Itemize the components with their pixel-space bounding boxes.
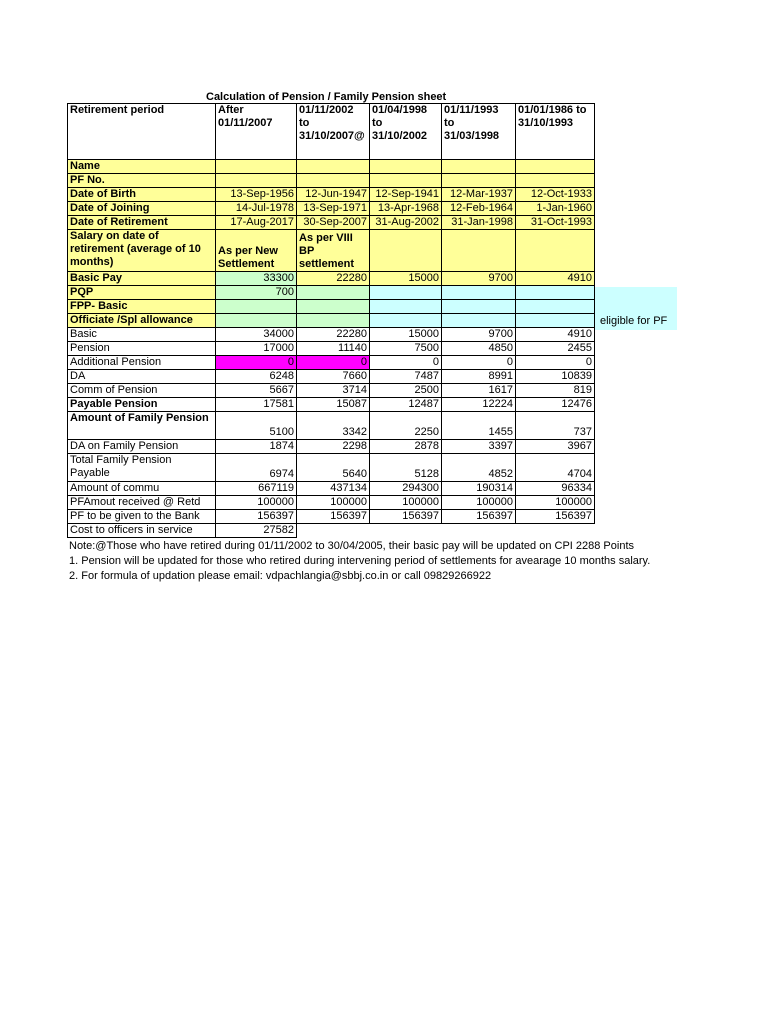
row-label: PF No. [68, 174, 216, 188]
cell-value[interactable]: 13-Apr-1968 [370, 202, 442, 216]
cell-value[interactable]: 12-Oct-1933 [516, 188, 595, 202]
cell-value[interactable] [370, 160, 442, 174]
eligible-for-pf-note: eligible for PF [600, 315, 668, 327]
cell-value[interactable]: 2878 [370, 440, 442, 454]
header-period-line: to [372, 117, 383, 129]
cell-value[interactable] [516, 300, 595, 314]
cell-value[interactable] [370, 314, 442, 328]
header-period-line: 31/10/1993 [518, 117, 574, 129]
cell-value[interactable]: 3342 [297, 412, 370, 440]
cell-value[interactable]: 30-Sep-2007 [297, 216, 370, 230]
cell-value[interactable]: 9700 [442, 272, 516, 286]
cell-value[interactable]: 156397 [442, 510, 516, 524]
row-label: Basic Pay [68, 272, 216, 286]
cell-value[interactable]: 4910 [516, 328, 595, 342]
table-row [68, 300, 595, 314]
cell-value[interactable] [442, 300, 516, 314]
cell-value[interactable]: 12-Jun-1947 [297, 188, 370, 202]
cell-value[interactable]: 0 [216, 356, 297, 370]
cell-value[interactable] [297, 174, 370, 188]
cell-value[interactable]: 15000 [370, 328, 442, 342]
row-label: Basic [68, 328, 216, 342]
note-line: 1. Pension will be updated for those who retired during intervening period of settlements for avearage 10 months salary. [69, 555, 651, 567]
table-row [68, 412, 595, 440]
cell-value[interactable]: 156397 [370, 510, 442, 524]
cell-value[interactable]: 17000 [216, 342, 297, 356]
header-period-line: 31/03/1998 [444, 130, 500, 142]
row-label: Total Family Pension Payable [68, 454, 216, 482]
header-period-line: 01/04/1998 [372, 104, 428, 116]
cell-value[interactable]: 31-Aug-2002 [370, 216, 442, 230]
table-row [68, 482, 595, 496]
row-label: Comm of Pension [68, 384, 216, 398]
row-label: Date of Birth [68, 188, 216, 202]
cell-value[interactable]: 3967 [516, 440, 595, 454]
cell-value[interactable]: 3397 [442, 440, 516, 454]
header-period-2 [297, 104, 370, 160]
cell-value[interactable] [442, 314, 516, 328]
cell-value[interactable]: 31-Jan-1998 [442, 216, 516, 230]
cell-value[interactable]: 12-Sep-1941 [370, 188, 442, 202]
header-period-line: 01/01/1986 to [518, 104, 587, 116]
header-period-line: 01/11/1993 [444, 104, 499, 116]
row-label: Additional Pension [68, 356, 216, 370]
cell-value[interactable]: 14-Jul-1978 [216, 202, 297, 216]
table-row [68, 342, 595, 356]
cell-value[interactable]: 3714 [297, 384, 370, 398]
cell-value[interactable]: 13-Sep-1956 [216, 188, 297, 202]
table-row [68, 356, 595, 370]
table-row [68, 314, 595, 328]
cell-value[interactable]: 100000 [297, 496, 370, 510]
cell-value[interactable] [516, 314, 595, 328]
table-row [68, 286, 595, 300]
cell-value[interactable]: 12-Feb-1964 [442, 202, 516, 216]
cell-value[interactable]: 1874 [216, 440, 297, 454]
cell-value[interactable]: 437134 [297, 482, 370, 496]
table-row [68, 216, 595, 230]
cell-value[interactable] [370, 174, 442, 188]
row-label: Date of Retirement [68, 216, 216, 230]
cell-value[interactable]: 4850 [442, 342, 516, 356]
table-row [68, 188, 595, 202]
cell-value[interactable]: As per VIII BP settlement [297, 230, 370, 272]
row-label: PF to be given to the Bank [68, 510, 216, 524]
table-row [68, 510, 595, 524]
cell-value[interactable]: 7487 [370, 370, 442, 384]
cell-value[interactable]: 819 [516, 384, 595, 398]
cell-value[interactable]: 5100 [216, 412, 297, 440]
notes-block [69, 539, 650, 584]
cell-value[interactable]: 11140 [297, 342, 370, 356]
cell-value[interactable]: 17-Aug-2017 [216, 216, 297, 230]
cell-value[interactable] [297, 160, 370, 174]
cell-value[interactable]: 6248 [216, 370, 297, 384]
cell-value[interactable]: 5640 [297, 454, 370, 482]
header-retirement-period: Retirement period [68, 104, 216, 160]
cell-value[interactable]: 700 [216, 286, 297, 300]
cell-value[interactable]: 5667 [216, 384, 297, 398]
note-line: 2. For formula of updation please email: vdpachlangia@sbbj.co.in or call 09829266922 [69, 570, 492, 582]
table-row [68, 524, 595, 538]
cell-value[interactable]: 5128 [370, 454, 442, 482]
row-label: Payable Pension [68, 398, 216, 412]
cell-value[interactable]: 2455 [516, 342, 595, 356]
cell-value[interactable]: 15000 [370, 272, 442, 286]
cell-value[interactable]: 294300 [370, 482, 442, 496]
cell-value[interactable]: 31-Oct-1993 [516, 216, 595, 230]
cell-value[interactable]: 4910 [516, 272, 595, 286]
cell-value[interactable]: 17581 [216, 398, 297, 412]
cell-value[interactable]: 10839 [516, 370, 595, 384]
cell-value[interactable]: 12-Mar-1937 [442, 188, 516, 202]
row-label: FPP- Basic [68, 300, 216, 314]
cell-value[interactable]: 9700 [442, 328, 516, 342]
cell-value[interactable] [442, 286, 516, 300]
cell-value[interactable]: 6974 [216, 454, 297, 482]
table-row [68, 328, 595, 342]
cell-value[interactable]: 156397 [216, 510, 297, 524]
cell-value[interactable]: 0 [442, 356, 516, 370]
table-row [68, 370, 595, 384]
cell-value[interactable] [297, 300, 370, 314]
cell-value[interactable]: 737 [516, 412, 595, 440]
cell-value[interactable]: 0 [370, 356, 442, 370]
cell-value[interactable]: 100000 [516, 496, 595, 510]
cell-value[interactable]: 2500 [370, 384, 442, 398]
row-label: Amount of Family Pension [68, 412, 216, 440]
cell-value[interactable]: 34000 [216, 328, 297, 342]
cell-value[interactable]: 7660 [297, 370, 370, 384]
table-row [68, 230, 595, 272]
row-label: DA [68, 370, 216, 384]
cell-value[interactable]: 667119 [216, 482, 297, 496]
cell-value[interactable] [370, 230, 442, 272]
cell-value[interactable]: 12487 [370, 398, 442, 412]
table-row [68, 174, 595, 188]
table-row [68, 160, 595, 174]
cell-value[interactable] [216, 314, 297, 328]
header-period-line: After [218, 104, 244, 116]
cell-value[interactable]: 100000 [442, 496, 516, 510]
cell-value[interactable]: 33300 [216, 272, 297, 286]
header-period-1 [216, 104, 297, 160]
table-row [68, 384, 595, 398]
table-row [68, 272, 595, 286]
cell-value[interactable]: 156397 [516, 510, 595, 524]
row-label: Cost to officers in service [68, 524, 216, 538]
cell-value[interactable]: 4704 [516, 454, 595, 482]
cell-value[interactable] [297, 286, 370, 300]
row-label: DA on Family Pension [68, 440, 216, 454]
row-label: Officiate /Spl allowance [68, 314, 216, 328]
cell-value[interactable]: 0 [297, 356, 370, 370]
row-label: Date of Joining [68, 202, 216, 216]
cell-value: 27582 [216, 524, 297, 538]
cell-value[interactable] [442, 230, 516, 272]
cell-value[interactable] [370, 300, 442, 314]
pension-table [67, 103, 595, 538]
cell-value[interactable]: 2298 [297, 440, 370, 454]
cell-value[interactable]: 22280 [297, 328, 370, 342]
header-period-line: to [444, 117, 455, 129]
cell-value[interactable]: 100000 [216, 496, 297, 510]
row-label: PQP [68, 286, 216, 300]
cell-value[interactable]: 12476 [516, 398, 595, 412]
row-label: Amount of commu [68, 482, 216, 496]
cell-value[interactable]: 1617 [442, 384, 516, 398]
cell-value[interactable]: 15087 [297, 398, 370, 412]
header-period-4 [442, 104, 516, 160]
cell-value[interactable]: 2250 [370, 412, 442, 440]
cell-value[interactable]: 22280 [297, 272, 370, 286]
empty-area [297, 524, 595, 538]
header-period-line: 01/11/2007 [218, 117, 273, 129]
cell-value[interactable]: 100000 [370, 496, 442, 510]
cell-value[interactable] [516, 160, 595, 174]
cell-value[interactable]: As per New Settlement [216, 230, 297, 272]
cell-value[interactable] [297, 314, 370, 328]
cell-value[interactable]: 13-Sep-1971 [297, 202, 370, 216]
cell-value[interactable] [216, 174, 297, 188]
header-period-line: 31/10/2007@ [299, 130, 365, 142]
table-row [68, 202, 595, 216]
cell-value[interactable]: 156397 [297, 510, 370, 524]
cell-value[interactable]: 190314 [442, 482, 516, 496]
row-label: PFAmout received @ Retd [68, 496, 216, 510]
cell-value[interactable]: 1455 [442, 412, 516, 440]
header-period-3 [370, 104, 442, 160]
header-period-line: 01/11/2002 [299, 104, 354, 116]
header-row [68, 104, 595, 160]
cell-value[interactable]: 7500 [370, 342, 442, 356]
header-period-line: to [299, 117, 310, 129]
cell-value[interactable] [516, 230, 595, 272]
note-line: Note:@Those who have retired during 01/11/2002 to 30/04/2005, their basic pay will be updated on CPI 2288 Points [69, 540, 634, 552]
cell-value[interactable] [216, 300, 297, 314]
cell-value[interactable]: 96334 [516, 482, 595, 496]
table-row [68, 440, 595, 454]
table-row [68, 454, 595, 482]
cell-value[interactable] [216, 160, 297, 174]
cell-value[interactable] [370, 286, 442, 300]
row-label: Name [68, 160, 216, 174]
cell-value[interactable]: 4852 [442, 454, 516, 482]
cell-value[interactable] [516, 286, 595, 300]
cell-value[interactable]: 12224 [442, 398, 516, 412]
row-label: Pension [68, 342, 216, 356]
table-row [68, 398, 595, 412]
row-label: Salary on date of retirement (average of 10 months) [68, 230, 216, 272]
cell-value[interactable] [516, 174, 595, 188]
cell-value[interactable] [442, 174, 516, 188]
sheet-title: Calculation of Pension / Family Pension sheet [206, 91, 447, 103]
cell-value[interactable]: 1-Jan-1960 [516, 202, 595, 216]
header-period-line: 31/10/2002 [372, 130, 428, 142]
cell-value[interactable] [442, 160, 516, 174]
cell-value[interactable]: 0 [516, 356, 595, 370]
header-period-5 [516, 104, 595, 160]
table-row [68, 496, 595, 510]
cell-value[interactable]: 8991 [442, 370, 516, 384]
